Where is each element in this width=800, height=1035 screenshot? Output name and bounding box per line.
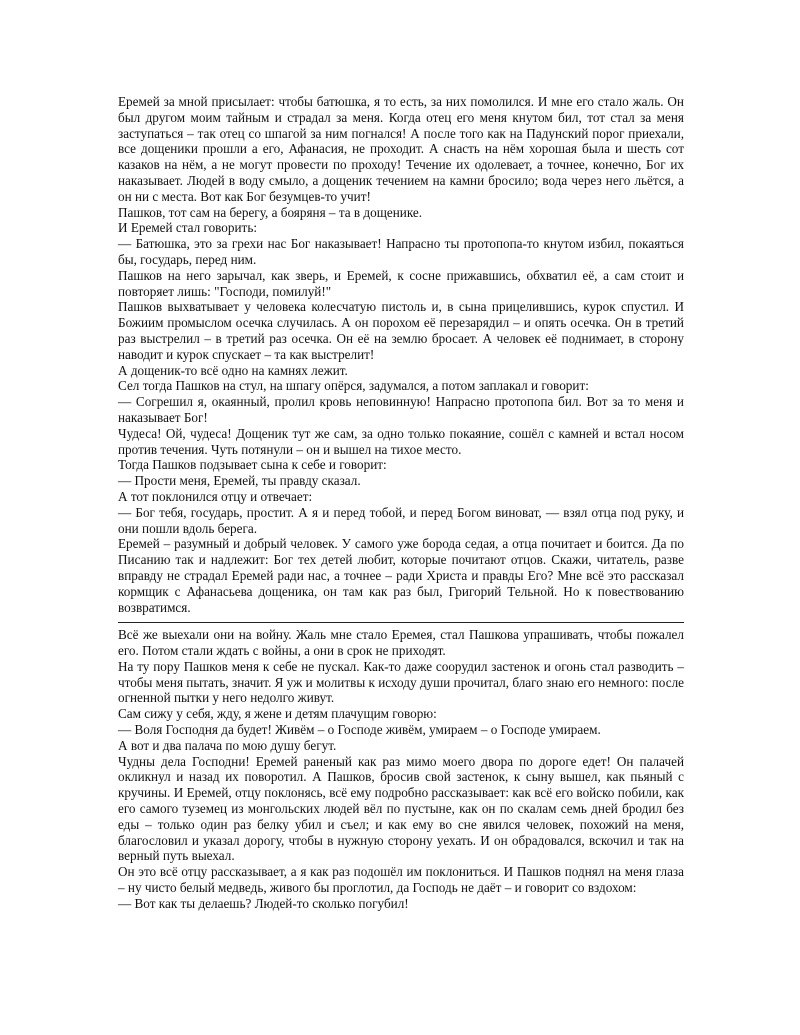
dialogue-line: — Прости меня, Еремей, ты правду сказал.: [118, 473, 361, 489]
section-two: [118, 627, 684, 911]
paragraph: Сел тогда Пашков на стул, на шпагу опёрся, задумался, а потом заплакал и говорит:: [118, 378, 589, 394]
paragraph: Всё же выехали они на войну. Жаль мне стало Еремея, стал Пашкова упрашивать, чтобы пожалел его. Потом стали ждать с войны, а они в срок не приходят.: [118, 627, 684, 659]
dialogue-line: — Бог тебя, государь, простит. А я и перед тобой, и перед Богом виноват, — взял отца под руку, и они пошли вдоль берега.: [118, 504, 684, 536]
paragraph: Сам сижу у себя, жду, я жене и детям плачущим говорю:: [118, 706, 437, 722]
document-page: [118, 94, 684, 912]
paragraph: А вот и два палача по мою душу бегут.: [118, 737, 337, 753]
dialogue-line: — Согрешил я, окаянный, пролил кровь неповинную! Напрасно протопопа бил. Вот за то меня и наказывает Бог!: [118, 394, 684, 425]
paragraph: Чудны дела Господни! Еремей раненый как раз мимо моего двора по дороге едет! Он палачей окликнул и назад их поворотил. А Пашков, бросив свой застенок, к сыну вышел, как пьяный с кручины. И Еремей, отцу поклонясь, всё ему подробно рассказывает: как всё его войско побили, как его самого туземец из монгольских людей вёл по пустыне, как он по скалам семь дней бродил без еды – только один раз белку убил и съел; и как ему во сне явился человек, похожий на меня, благословил и указал дорогу, чтобы в нужную сторону уехать. И он обрадовался, вскочил и так на верный путь выехал.: [118, 753, 684, 864]
dialogue-line: — Батюшка, это за грехи нас Бог наказывает! Напрасно ты протопопа-то кнутом избил, покаяться бы, государь, перед ним.: [118, 236, 684, 267]
paragraph: А тот поклонился отцу и отвечает:: [118, 488, 313, 504]
paragraph: А дощеник-то всё одно на камнях лежит.: [118, 362, 348, 378]
paragraph: Он это всё отцу рассказывает, а я как раз подошёл им поклониться. И Пашков поднял на меня глаза – ну чисто белый медведь, живого бы проглотил, да Господь не даёт – и говорит со вздохом:: [118, 864, 684, 896]
paragraph: Еремей – разумный и добрый человек. У самого уже борода седая, а отца почитает и боится. Да по Писанию так и надлежит: Бог тех детей любит, которые почитают отцов. Скажи, читатель, разве вправду не страдал Еремей ради нас, а точнее – ради Христа и правды Его? Мне всё это рассказал кормщик с Афанасьева дощеника, он там как раз был, Григорий Тельной. Но к повествованию возвратимся.: [118, 536, 684, 615]
paragraph: На ту пору Пашков меня к себе не пускал. Как-то даже соорудил застенок и огонь стал разводить – чтобы меня пытать, значит. Я уж и молитвы к исходу души прочитал, благо знаю его немного: после огненной пытки у него недолго живут.: [118, 658, 685, 706]
paragraph: Чудеса! Ой, чудеса! Дощеник тут же сам, за одно только покаяние, сошёл с камней и встал носом против течения. Чуть потянули – он и вышел на тихое место.: [118, 425, 684, 457]
paragraph: Пашков выхватывает у человека колесчатую пистоль и, в сына прицелившись, курок спустил. И Божиим промыслом осечка случилась. А он порохом её перезарядил – и опять осечка. Он в третий раз выстрелил – в третий раз осечка. Он её на землю бросает. А человек её поднимает, в сторону наводит и курок спускает – та как выстрелит!: [118, 299, 684, 362]
dialogue-line: — Вот как ты делаешь? Людей-то сколько погубил!: [118, 895, 409, 911]
section-divider: [118, 622, 684, 623]
paragraph: Еремей за мной присылает: чтобы батюшка, я то есть, за них помолился. И мне его стало жаль. Он был другом моим тайным и страдал за меня. Когда отец его меня кнутом бил, тот стал за меня заступаться – так отец со шпагой за ним погнался! А после того как на Падунский порог приехали, все дощеники прошли а его, Афанасия, не проходит. А снасть на нём хорошая была и шесть сот казаков на нём, а не могут провести по проходу! Течение их одолевает, а точнее, конечно, Бог их наказывает. Людей в воду смыло, а дощеник течением на камни бросило; вода через него льётся, а он ни с места. Вот как Бог безумцев-то учит!: [118, 94, 684, 204]
paragraph: Тогда Пашков подзывает сына к себе и говорит:: [118, 457, 387, 473]
paragraph: Пашков на него зарычал, как зверь, и Еремей, к сосне прижавшись, обхватил её, а сам стоит и повторяет лишь: "Господи, помилуй!": [118, 267, 684, 299]
dialogue-line: — Воля Господня да будет! Живём – о Господе живём, умираем – о Господе умираем.: [118, 722, 601, 738]
section-one: [118, 94, 684, 615]
paragraph: И Еремей стал говорить:: [118, 220, 257, 236]
paragraph: Пашков, тот сам на берегу, а бояряня – та в дощенике.: [118, 204, 423, 220]
